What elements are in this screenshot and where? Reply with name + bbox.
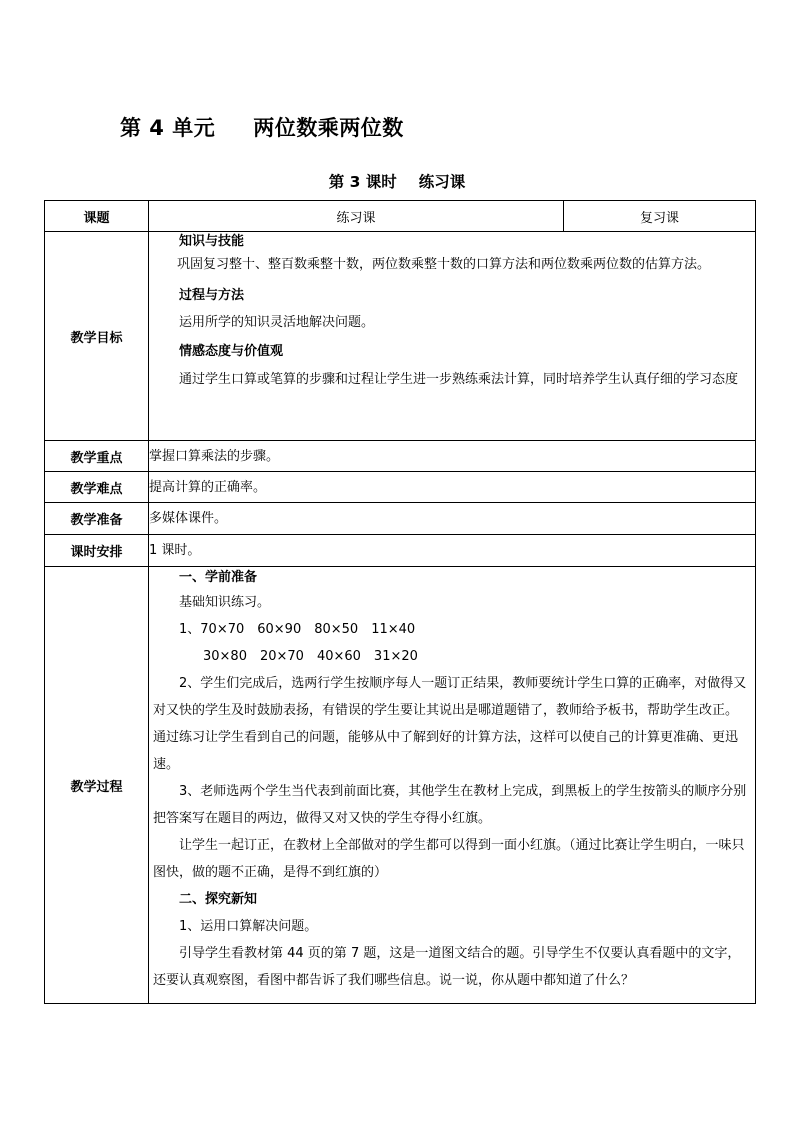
objective-text-emotion: 通过学生口算或笔算的步骤和过程让学生进一步熟练乘法计算，同时培养学生认真仔细的学习态度 [179,372,739,387]
row-process [45,567,756,1004]
lesson-type: 复习课 [564,201,756,232]
topic-label: 课题 [45,201,149,232]
lesson-plan-table [44,200,756,1004]
row-difficulty [45,472,756,503]
process-content [149,567,756,1004]
preparation-label: 教学准备 [45,503,149,535]
exercise-line-2: 30×80 20×70 40×60 31×20 [203,649,418,664]
objectives-label: 教学目标 [45,232,149,441]
lesson-title [0,170,794,192]
topic-value: 练习课 [149,201,564,232]
process-paragraph: 2、学生们完成后，选两行学生按顺序每人一题订正结果，教师要统计学生口算的正确率，对做得又对又快的学生及时鼓励表扬，有错误的学生要让其说出是哪道题错了，教师给予板书，帮助学生改正。通过练习让学生看到自己的问题，能够从中了解到好的计算方法，这样可以使自己的计算更准确、更迅速。 [153,676,747,772]
objective-heading-emotion: 情感态度与价值观 [179,344,284,359]
process-label: 教学过程 [45,567,149,1004]
row-objectives [45,232,756,441]
lesson-number: 第 3 课时 [328,173,397,191]
lesson-name: 练习课 [418,173,466,191]
objective-heading-knowledge: 知识与技能 [179,234,245,249]
objective-text-knowledge: 巩固复习整十、整百数乘整十数，两位数乘整十数的口算方法和两位数乘两位数的估算方法。 [177,257,711,272]
process-paragraph: 3、老师选两个学生当代表到前面比赛，其他学生在教材上完成，到黑板上的学生按箭头的顺序分别把答案写在题目的两边，做得又对又快的学生夺得小红旗。 [153,784,747,826]
schedule-label: 课时安排 [45,535,149,567]
objective-text-process: 运用所学的知识灵活地解决问题。 [179,315,375,330]
row-schedule [45,535,756,567]
row-topic [45,201,756,232]
section-heading-explore: 二、探究新知 [179,892,258,907]
difficulty-value: 提高计算的正确率。 [149,472,756,503]
row-key-point [45,441,756,472]
objectives-content [149,232,756,441]
unit-title [120,112,404,142]
process-paragraph: 1、运用口算解决问题。 [179,919,318,934]
schedule-value: 1 课时。 [149,535,756,567]
row-preparation [45,503,756,535]
process-paragraph: 让学生一起订正，在教材上全部做对的学生都可以得到一面小红旗。（通过比赛让学生明白，一味只图快，做的题不正确，是得不到红旗的） [153,838,745,880]
unit-number: 第 4 单元 [120,116,216,140]
difficulty-label: 教学难点 [45,472,149,503]
section-heading-preparation: 一、学前准备 [179,570,258,585]
objective-heading-process: 过程与方法 [179,288,245,303]
key-point-label: 教学重点 [45,441,149,472]
process-paragraph: 基础知识练习。 [179,595,271,610]
preparation-value: 多媒体课件。 [149,503,756,535]
unit-name: 两位数乘两位数 [253,116,404,140]
process-paragraph: 引导学生看教材第 44 页的第 7 题，这是一道图文结合的题。引导学生不仅要认真看题中的文字，还要认真观察图，看图中都告诉了我们哪些信息。说一说，你从题中都知道了什么？ [153,946,741,988]
key-point-value: 掌握口算乘法的步骤。 [149,441,756,472]
exercise-line-1: 1、70×70 60×90 80×50 11×40 [179,622,416,637]
